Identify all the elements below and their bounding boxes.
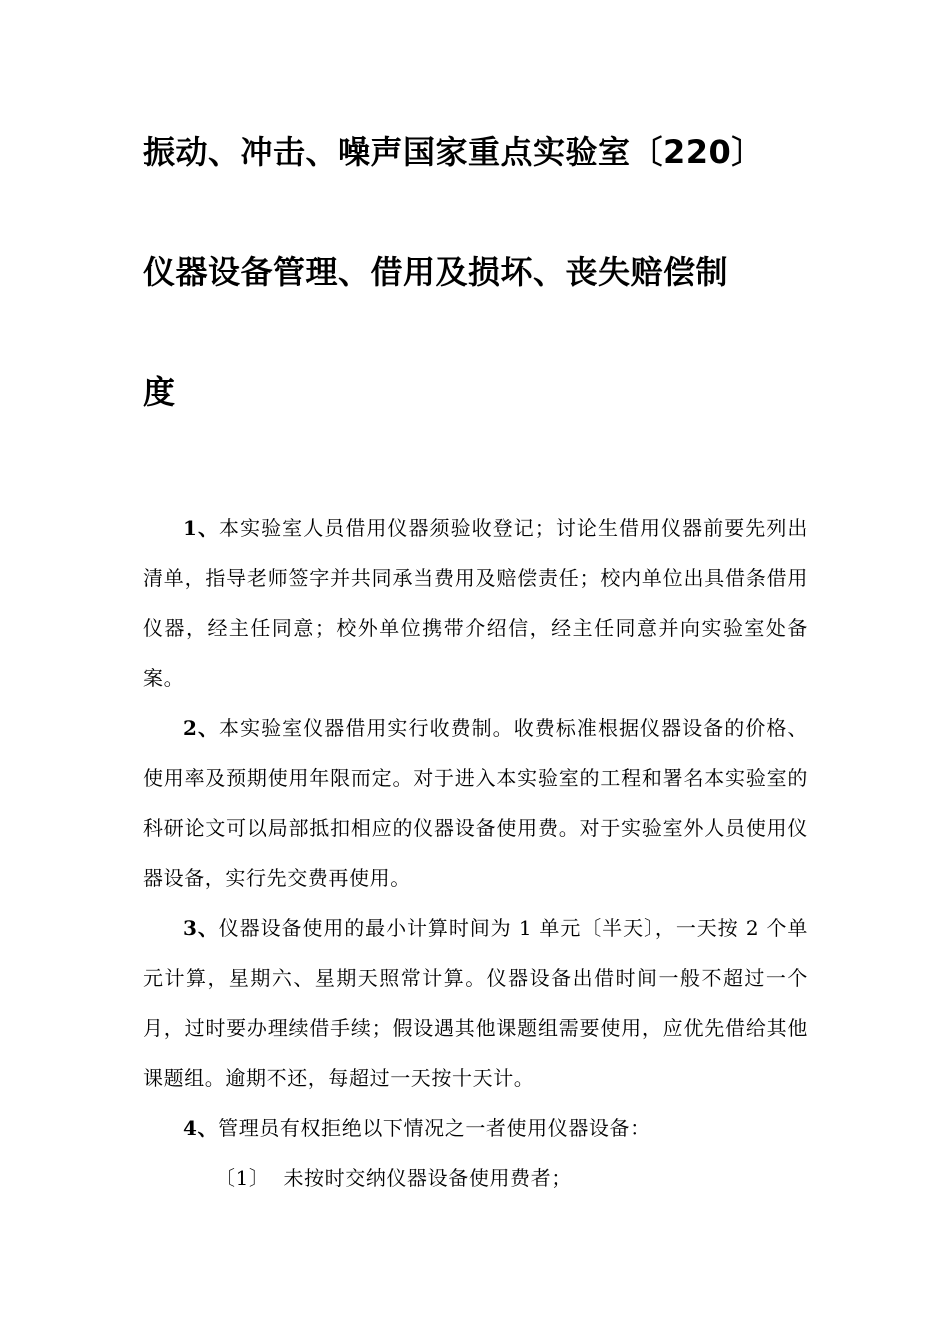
- paragraph-number: 2、: [183, 716, 220, 740]
- paragraph-2: [143, 703, 808, 903]
- paragraph-number: 1、: [183, 516, 220, 540]
- document-title-line-3: 度: [143, 373, 176, 411]
- sub-item-text: 未按时交纳仪器设备使用费者；: [283, 1166, 572, 1190]
- paragraph-4: [143, 1103, 808, 1153]
- sub-item-1: [143, 1153, 808, 1203]
- sub-item-marker: 〔1〕: [215, 1166, 270, 1190]
- paragraph-text: 仪器设备使用的最小计算时间为 1 单元〔半天〕，一天按 2 个单元计算，星期六、星期天照常计算。仪器设备出借时间一般不超过一个月，过时要办理续借手续；假设遇其他课题组需要使用，应优先借给其他课题组。逾期不还，每超过一天按十天计。: [143, 916, 808, 1090]
- document-title-line-1: 振动、冲击、噪声国家重点实验室〔220〕: [143, 133, 764, 171]
- paragraph-3: [143, 903, 808, 1103]
- paragraph-text: 本实验室仪器借用实行收费制。收费标准根据仪器设备的价格、使用率及预期使用年限而定。对于进入本实验室的工程和署名本实验室的科研论文可以局部抵扣相应的仪器设备使用费。对于实验室外人员使用仪器设备，实行先交费再使用。: [143, 716, 808, 890]
- document-title-line-2: 仪器设备管理、借用及损坏、丧失赔偿制: [143, 253, 729, 291]
- paragraph-text: 本实验室人员借用仪器须验收登记；讨论生借用仪器前要先列出清单，指导老师签字并共同承当费用及赔偿责任；校内单位出具借条借用仪器，经主任同意；校外单位携带介绍信，经主任同意并向实验室处备案。: [143, 516, 808, 690]
- document-body: [143, 503, 808, 1203]
- paragraph-number: 4、: [183, 1116, 219, 1140]
- paragraph-1: [143, 503, 808, 703]
- paragraph-text: 管理员有权拒绝以下情况之一者使用仪器设备：: [218, 1116, 651, 1140]
- paragraph-number: 3、: [183, 916, 219, 940]
